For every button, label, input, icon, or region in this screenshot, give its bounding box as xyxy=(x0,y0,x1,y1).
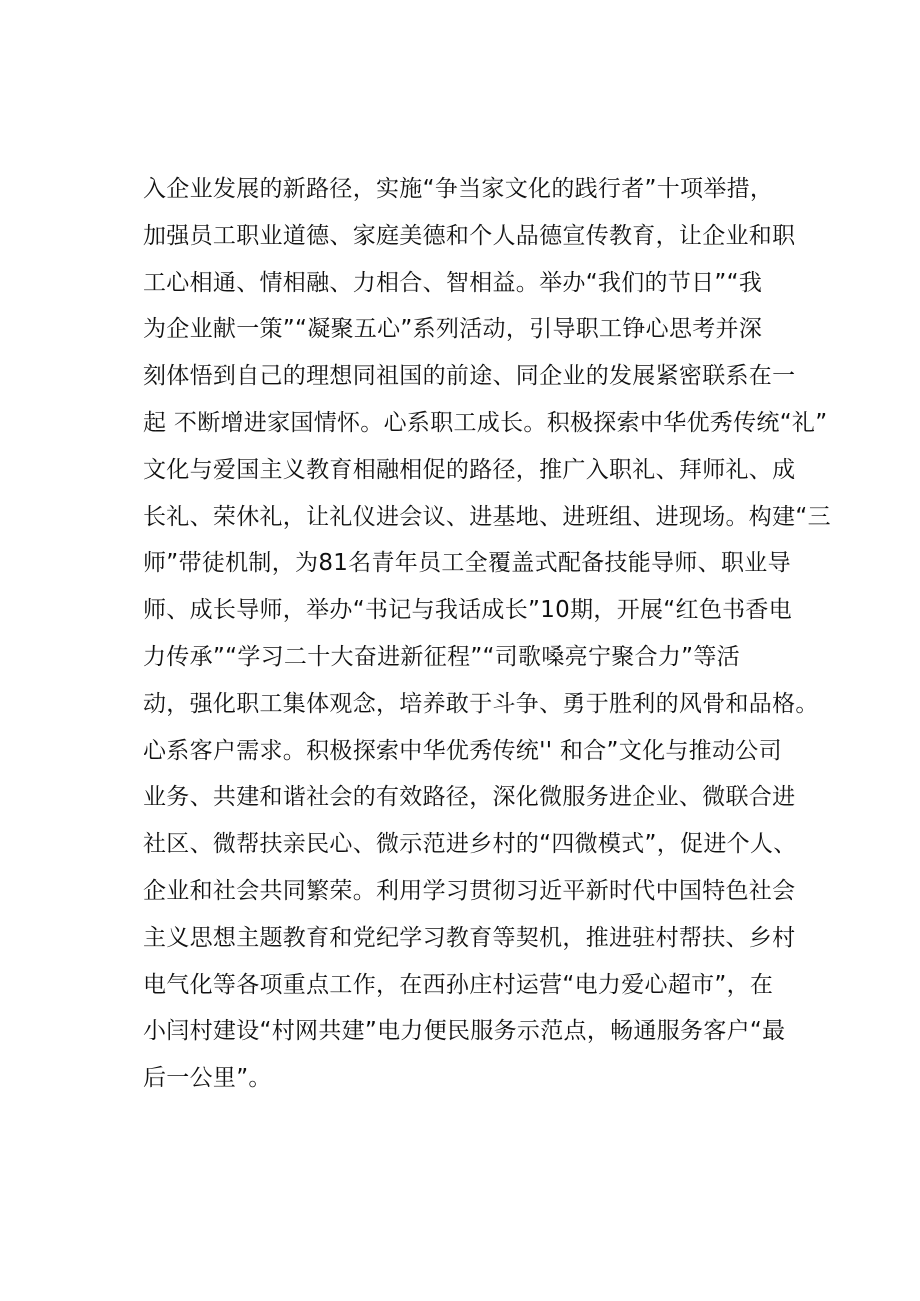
body-text xyxy=(143,166,831,1102)
text-line: 小闫村建设“村网共建”电力便民服务示范点，畅通服务客户“最 xyxy=(143,1018,786,1045)
text-line: 工心相通、情相融、力相合、智相益。举办“我们的节日”“我 xyxy=(143,269,763,296)
text-line: 企业和社会共同繁荣。利用学习贯彻习近平新时代中国特色社会 xyxy=(143,877,796,904)
text-line: 文化与爱国主义教育相融相促的路径，推广入职礼、拜师礼、成 xyxy=(143,456,796,483)
text-line: 加强员工职业道德、家庭美德和个人品德宣传教育，让企业和职 xyxy=(143,222,796,249)
text-line: 入企业发展的新路径，实施“争当家文化的践行者”十项举措， xyxy=(143,176,774,202)
text-line: 心系客户需求。积极探索中华优秀传统'' 和合”文化与推动公司 xyxy=(143,737,782,764)
text-line: 师”带徒机制，为81名青年员工全覆盖式配备技能导师、职业导 xyxy=(143,550,791,577)
text-line: 为企业献一策”“凝聚五心”系列活动，引导职工铮心思考并深 xyxy=(143,316,763,343)
text-line: 后一公里”。 xyxy=(143,1065,272,1092)
text-line: 主义思想主题教育和党纪学习教育等契机，推进驻村帮扶、乡村 xyxy=(143,924,796,951)
text-line: 起 不断增进家国情怀。心系职工成长。积极探索中华优秀传统“礼” xyxy=(143,409,828,436)
text-line: 刻体悟到自己的理想同祖国的前途、同企业的发展紧密联系在一 xyxy=(143,363,796,390)
text-line: 业务、共建和谐社会的有效路径，深化微服务进企业、微联合进 xyxy=(143,784,796,811)
text-line: 社区、微帮扶亲民心、微示范进乡村的“四微模式”，促进个人、 xyxy=(143,831,797,858)
text-line: 力传承”“学习二十大奋进新征程”“司歌嗓亮宁聚合力”等活 xyxy=(143,643,740,670)
text-line: 电气化等各项重点工作，在西孙庄村运营“电力爱心超市”，在 xyxy=(143,971,774,998)
text-line: 长礼、荣休礼，让礼仪进会议、进基地、进班组、进现场。构建“三 xyxy=(143,503,831,530)
text-line: 动，强化职工集体观念，培养敢于斗争、勇于胜利的风骨和品格。 xyxy=(143,690,819,717)
text-line: 师、成长导师，举办“书记与我话成长”10期，开展“红色书香电 xyxy=(143,597,793,624)
